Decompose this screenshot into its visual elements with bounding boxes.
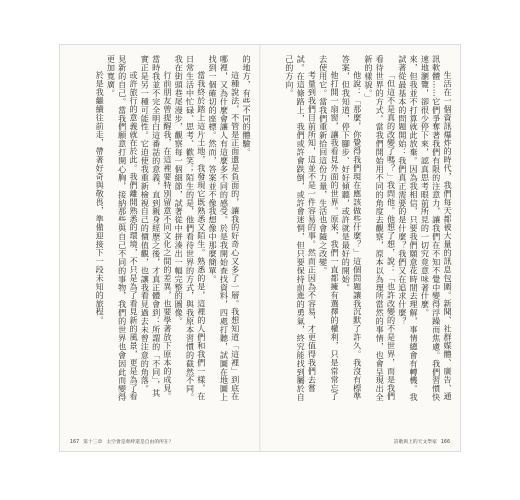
paragraph: 他打開一扇窗，讓我看見外面的世界。原來，我們一直都擁有選擇的權利，只是常常忘了去使用它。當我們重新拾回這份力量，生活也會隨之改變。	[318, 55, 341, 401]
paragraph: 「但這不是真的改變了嗎？」我問他。他想了想，說：「也許改變的不是世界，而是我們看待世界的方式。當我們開始用不同的角度去觀察，原本以為理所當然的事情，也會呈現出全新的樣貌。」	[363, 55, 397, 402]
left-page-footer	[70, 438, 174, 445]
page-number: 166	[440, 440, 450, 445]
right-page	[261, 45, 460, 451]
right-page-text	[267, 55, 453, 403]
paragraph: 行前朋友曾提醒我，在這裡要特別留意不同文化之間的差異，也要學著放下原本的成見。當時我並不完全明白這番話的意義，直到親身經歷之後，才真正體會到：所謂的「不同」，其實正是另一種可能性。它迫使我重新檢視自己的價值觀，也讓我看見過去未曾注意的角落。	[140, 55, 173, 401]
paragraph: 的地方，有些不同的體驗。	[242, 55, 252, 157]
paragraph: 他說：「那麼，你覺得我們現在應該做些什麼？」這個問題讓我沉默了許久。我沒有標準答案，但我知道，停下腳步、好好傾聽，或許就是最好的開始。	[341, 55, 363, 401]
chapter-title: 太空會是牽絆還是自由的所在？	[106, 440, 174, 445]
book-title: 詩歌與上的天文學家	[393, 440, 437, 445]
chapter-label: 第十三章	[83, 440, 103, 445]
paragraph: 生活在一個資訊爆炸的時代，我們每天都被大量的訊息包圍。新聞、社群媒體、廣告、通訊軟體……它們爭奪著我們有限的注意力，讓我們在不知不覺中變得浮躁而焦慮。我們習慣快速地瀏覽，卻很少停下來，認真思考眼前所見的一切究竟意味著什麼。	[420, 55, 453, 402]
paragraph: 當我終於踏上這片土地，我發現它既熟悉又陌生。熟悉的是，這裡的人們和我們一樣，在日常生活中忙碌、思考、歡笑；陌生的是，他們看待世界的方式，與我原本習慣的截然不同。我在街頭巷尾漫步，觀察每一個細節，試著從中拼湊出一幅完整的圖像。	[174, 55, 207, 402]
paragraph: 考量到我們目前所知，這並不是一件容易的事。然而正因為不容易，才更值得我們去嘗試。在這條路上，我們或許會跌倒，或許會迷惘，但只要保持前進的勇氣，終究能找到屬於自己的方向。	[284, 55, 318, 402]
paragraph: 來，但我並不打算就此放棄。因為我相信，只要我們願意花時間去理解，事情總會有轉機。我試著從最基本的問題開始：我們真正需要的是什麼？我們又在追求什麼？	[397, 55, 420, 402]
left-page	[60, 45, 259, 451]
paragraph: 或許旅行的意義就在於此。我們離開熟悉的環境，不只是為了看見新的風景，更是為了看見新的自己。當我們願意打開心胸，接納那些與自己不同的事物，我們的世界也會因此而變得更加寬廣。	[106, 55, 140, 402]
left-page-text	[68, 55, 252, 403]
paragraph: 於是我繼續往前走，帶著好奇與敬畏，準備迎接下一段未知的旅程。	[95, 71, 106, 325]
paragraph: 這種說法，不管是正面還是負面的，讓我的好奇心又多了一層。我想知道「這裡」到底在哪裡，又為什麼會讓人有這麼多不同的感受。於是我開始查找資料，四處打聽，試圖在地圖上找到一個確切的座標。然而，答案並不像我想像中那麼簡單。	[208, 55, 241, 402]
page-number: 167	[70, 440, 80, 445]
right-page-footer	[394, 438, 450, 445]
book-spread	[60, 45, 460, 451]
